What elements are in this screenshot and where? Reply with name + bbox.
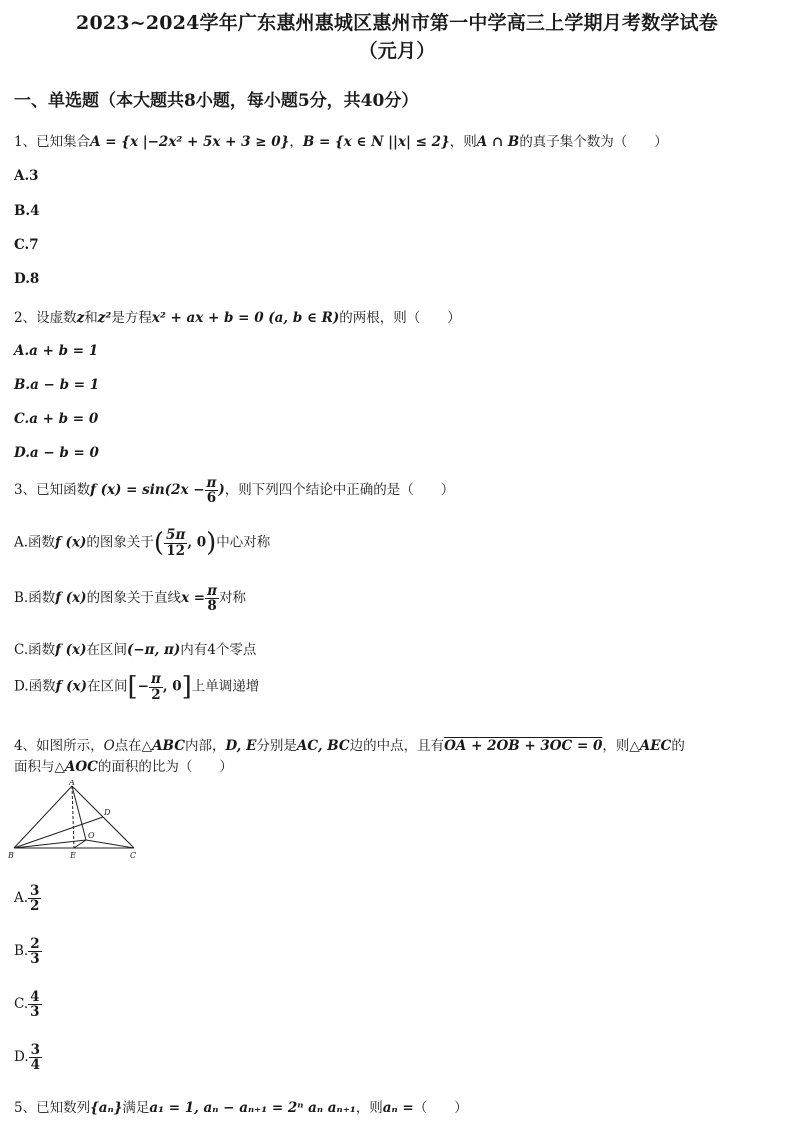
question-2-stem — [14, 306, 461, 326]
q4d-den: 4 — [30, 1057, 41, 1074]
q3d-fraction — [149, 672, 163, 701]
q1-option-a[interactable]: A.3 — [14, 168, 39, 184]
q3-option-d[interactable] — [14, 672, 259, 702]
q4-de: D, E — [225, 738, 257, 754]
q3a-rparen: ) — [206, 528, 217, 558]
q1-text-b: ，则 — [449, 134, 477, 150]
question-4-stem-line1 — [14, 734, 685, 754]
q3-frac-num: π — [206, 475, 217, 491]
page-subtitle: （元月） — [358, 40, 436, 62]
q3-frac-den: 6 — [206, 490, 217, 507]
q3-option-a[interactable] — [14, 528, 270, 558]
q3-fraction — [205, 476, 219, 505]
triangle-figure — [8, 780, 148, 862]
q5-b: 满足 — [122, 1100, 150, 1116]
q4c-den: 3 — [30, 1004, 40, 1021]
q4-a: 4、如图所示， — [14, 738, 104, 754]
q3c-post: 内有4个零点 — [180, 642, 257, 658]
q3-close: ) — [218, 482, 225, 499]
q5-condition: a₁ = 1, aₙ − aₙ₊₁ = 2ⁿ aₙ aₙ₊₁ — [149, 1100, 356, 1116]
q3d-lbracket: [ — [127, 672, 138, 702]
q4a-num: 3 — [30, 883, 40, 899]
q4c-letter: C. — [14, 996, 29, 1013]
q3c-interval: (−π, π) — [126, 642, 181, 658]
q5-sequence: {aₙ} — [90, 1100, 123, 1116]
q2-z: z — [76, 310, 85, 326]
q3a-f: f (x) — [55, 534, 87, 551]
q3d-rbracket: ] — [181, 672, 192, 702]
question-5-stem — [14, 1096, 468, 1116]
q4-line2-a: 面积与△ — [14, 759, 65, 775]
q1-intersection: A ∩ B — [476, 134, 520, 150]
q3-text-a: 3、已知函数 — [14, 482, 91, 499]
q3a-pre: A.函数 — [14, 534, 56, 551]
q4-vector-eq: OA + 2OB + 3OC = 0 — [444, 738, 603, 754]
q3d-den: 2 — [151, 686, 161, 703]
q5-d: （ ） — [413, 1100, 468, 1116]
label-b: B — [8, 851, 14, 860]
q4-acbc: AC, BC — [296, 738, 350, 754]
q3-option-c[interactable] — [14, 638, 256, 658]
q3d-minus: − — [137, 678, 149, 695]
q4a-fraction — [28, 884, 41, 913]
q2-option-d[interactable]: D.a − b = 0 — [14, 445, 99, 461]
q1-set-a: A = {x |−2x² + 5x + 3 ≥ 0} — [90, 134, 290, 150]
q2-text-b: 的两根，则（ ） — [339, 310, 461, 326]
q5-a: 5、已知数列 — [14, 1100, 91, 1116]
q2-z2: z² — [97, 310, 112, 326]
q3a-num: 5π — [166, 527, 186, 544]
q2-equation: x² + ax + b = 0 (a, b ∈ R) — [151, 310, 340, 326]
q3c-mid: 在区间 — [86, 642, 127, 658]
q2-and: 和 — [84, 310, 98, 326]
q3d-f: f (x) — [55, 678, 87, 695]
q3d-post: 上单调递增 — [191, 678, 260, 695]
q4b-num: 2 — [30, 936, 40, 952]
q3a-post: 中心对称 — [216, 534, 271, 551]
q2-option-b[interactable]: B.a − b = 1 — [14, 377, 100, 393]
label-c: C — [130, 851, 137, 860]
q4d-fraction — [29, 1043, 42, 1072]
q3d-zero: , 0 — [162, 678, 182, 695]
label-d: D — [104, 808, 111, 817]
q3a-mid: 的图象关于 — [86, 534, 154, 551]
q3b-num: π — [207, 583, 218, 599]
q4-option-d[interactable] — [14, 1043, 42, 1072]
q4b-den: 3 — [30, 951, 40, 968]
q4-e: 边的中点，且有 — [349, 738, 445, 754]
q3-option-b[interactable] — [14, 584, 246, 613]
q5-an: aₙ = — [382, 1100, 414, 1116]
q2-option-c[interactable]: C.a + b = 0 — [14, 411, 99, 427]
q1-text-c: 的真子集个数为（ ） — [519, 134, 668, 150]
q4d-num: 3 — [30, 1042, 41, 1058]
label-e: E — [70, 851, 76, 860]
q3b-mid: 的图象关于直线 — [86, 590, 182, 607]
q1-option-b[interactable]: B.4 — [14, 203, 40, 219]
q1-option-c[interactable]: C.7 — [14, 237, 39, 253]
q4-aec: AEC — [639, 738, 672, 754]
q3c-pre: C.函数 — [14, 642, 56, 658]
q3d-pre: D.函数 — [14, 678, 56, 695]
segment-ae — [72, 786, 74, 848]
q2-option-a[interactable]: A.a + b = 1 — [14, 343, 99, 359]
q4-option-c[interactable] — [14, 990, 42, 1019]
q4-option-a[interactable] — [14, 884, 41, 913]
q3-text-b: ，则下列四个结论中正确的是（ ） — [224, 482, 455, 499]
q3b-den: 8 — [207, 598, 217, 615]
q4-o: O — [103, 738, 115, 754]
q4a-letter: A. — [14, 890, 29, 907]
label-o: O — [88, 831, 95, 840]
question-4-stem-line2 — [14, 755, 233, 775]
q3b-x: x = — [181, 590, 206, 607]
q4-f: ，则△ — [602, 738, 640, 754]
q3c-f: f (x) — [55, 642, 87, 658]
q2-mid: 是方程 — [111, 310, 152, 326]
q4-option-b[interactable] — [14, 937, 42, 966]
q1-set-b: B = {x ∈ N ||x| ≤ 2} — [302, 134, 450, 150]
q4-aoc: AOC — [64, 759, 98, 775]
q4-d: 分别是 — [256, 738, 297, 754]
q4-g: 的 — [671, 738, 685, 754]
q1-text-a: 1、已知集合 — [14, 134, 91, 150]
q4-c: 内部， — [184, 738, 226, 754]
section-heading: 一、单选题（本大题共8小题，每小题5分，共40分） — [14, 91, 419, 111]
q4b-letter: B. — [14, 943, 29, 960]
q3b-pre: B.函数 — [14, 590, 56, 607]
q4c-num: 4 — [30, 989, 40, 1005]
q3d-num: π — [150, 671, 161, 688]
q3a-zero: , 0 — [187, 534, 207, 551]
q3a-lparen: ( — [153, 528, 165, 558]
q5-c: ，则 — [355, 1100, 383, 1116]
q3b-post: 对称 — [219, 590, 247, 607]
q3-function: f (x) = sin(2x − — [90, 482, 205, 499]
label-a: A — [69, 780, 75, 787]
q2-text-a: 2、设虚数 — [14, 310, 77, 326]
q4b-fraction — [28, 937, 41, 966]
q4d-letter: D. — [14, 1049, 29, 1066]
q4-abc: ABC — [152, 738, 185, 754]
page-title: 2023~2024学年广东惠州惠城区惠州市第一中学高三上学期月考数学试卷 — [76, 12, 718, 34]
q3b-fraction — [205, 584, 219, 613]
q4-line2-b: 的面积的比为（ ） — [97, 759, 233, 775]
segment-ao — [72, 786, 86, 840]
q3d-mid: 在区间 — [86, 678, 128, 695]
q4a-den: 2 — [30, 898, 40, 915]
q3a-fraction — [164, 528, 187, 557]
q3a-den: 12 — [166, 542, 186, 559]
q1-option-d[interactable]: D.8 — [14, 271, 40, 287]
q3b-f: f (x) — [55, 590, 87, 607]
q4-b: 点在△ — [114, 738, 153, 754]
question-3-stem — [14, 476, 454, 505]
question-1-stem — [14, 130, 668, 150]
q1-sep: ， — [289, 134, 303, 150]
edge-ab — [14, 786, 72, 848]
q4c-fraction — [28, 990, 41, 1019]
